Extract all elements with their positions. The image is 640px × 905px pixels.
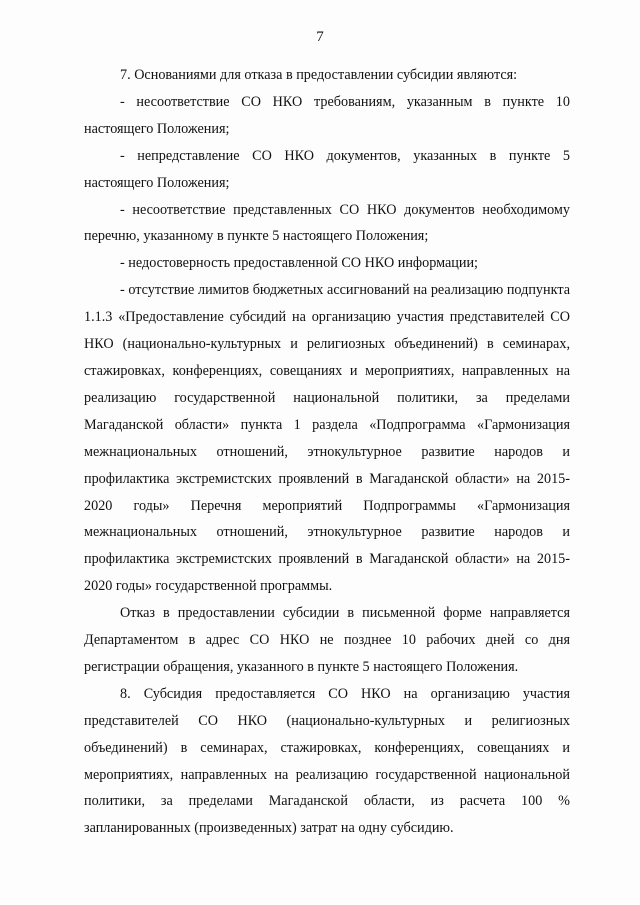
paragraph-subsidy-provision: 8. Субсидия предоставляется СО НКО на организацию участия представителей СО НКО (национально-культурных и религиозных объединений) в семинарах, стажировках, конференциях, совещаниях и мероприятиях, направленных на реализацию государственной национальной политики, за пределами Магаданской области, из расчета 100 % запланированных (произведенных) затрат на одну субсидию.: [84, 685, 570, 837]
document-body: [84, 62, 570, 842]
page-number: 7: [316, 29, 324, 45]
paragraph-documents-not-submitted: - непредставление СО НКО документов, указанных в пункте 5 настоящего Положения;: [84, 147, 570, 191]
paragraph-no-budget-limits: - отсутствие лимитов бюджетных ассигнований на реализацию подпункта 1.1.3 «Предоставление субсидий на организацию участия представителей СО НКО (национально-культурных и религиозных объединений) в семинарах, стажировках, конференциях, совещаниях и мероприятиях, направленных на реализацию государственной национальной политики, за пределами Магаданской области» пункта 1 раздела «Подпрограмма «Гармонизация межнациональных отношений, этнокультурное развитие народов и профилактика экстремистских проявлений в Магаданской области» на 2015-2020 годы» Перечня мероприятий Подпрограммы «Гармонизация межнациональных отношений, этнокультурное развитие народов и профилактика экстремистских проявлений в Магаданской области» на 2015-2020 годы» государственной программы.: [84, 282, 570, 595]
paragraph-unreliable-information: - недостоверность предоставленной СО НКО информации;: [120, 255, 478, 272]
paragraph-noncompliance-requirements: - несоответствие СО НКО требованиям, указанным в пункте 10 настоящего Положения;: [84, 93, 570, 137]
paragraph-documents-mismatch: - несоответствие представленных СО НКО документов необходимому перечню, указанному в пункте 5 настоящего Положения;: [84, 201, 570, 245]
paragraph-refusal-notice: Отказ в предоставлении субсидии в письменной форме направляется Департаментом в адрес СО НКО не позднее 10 рабочих дней со дня регистрации обращения, указанного в пункте 5 настоящего Положения.: [84, 605, 570, 675]
paragraph-grounds-for-refusal: 7. Основаниями для отказа в предоставлении субсидии являются:: [120, 67, 518, 83]
